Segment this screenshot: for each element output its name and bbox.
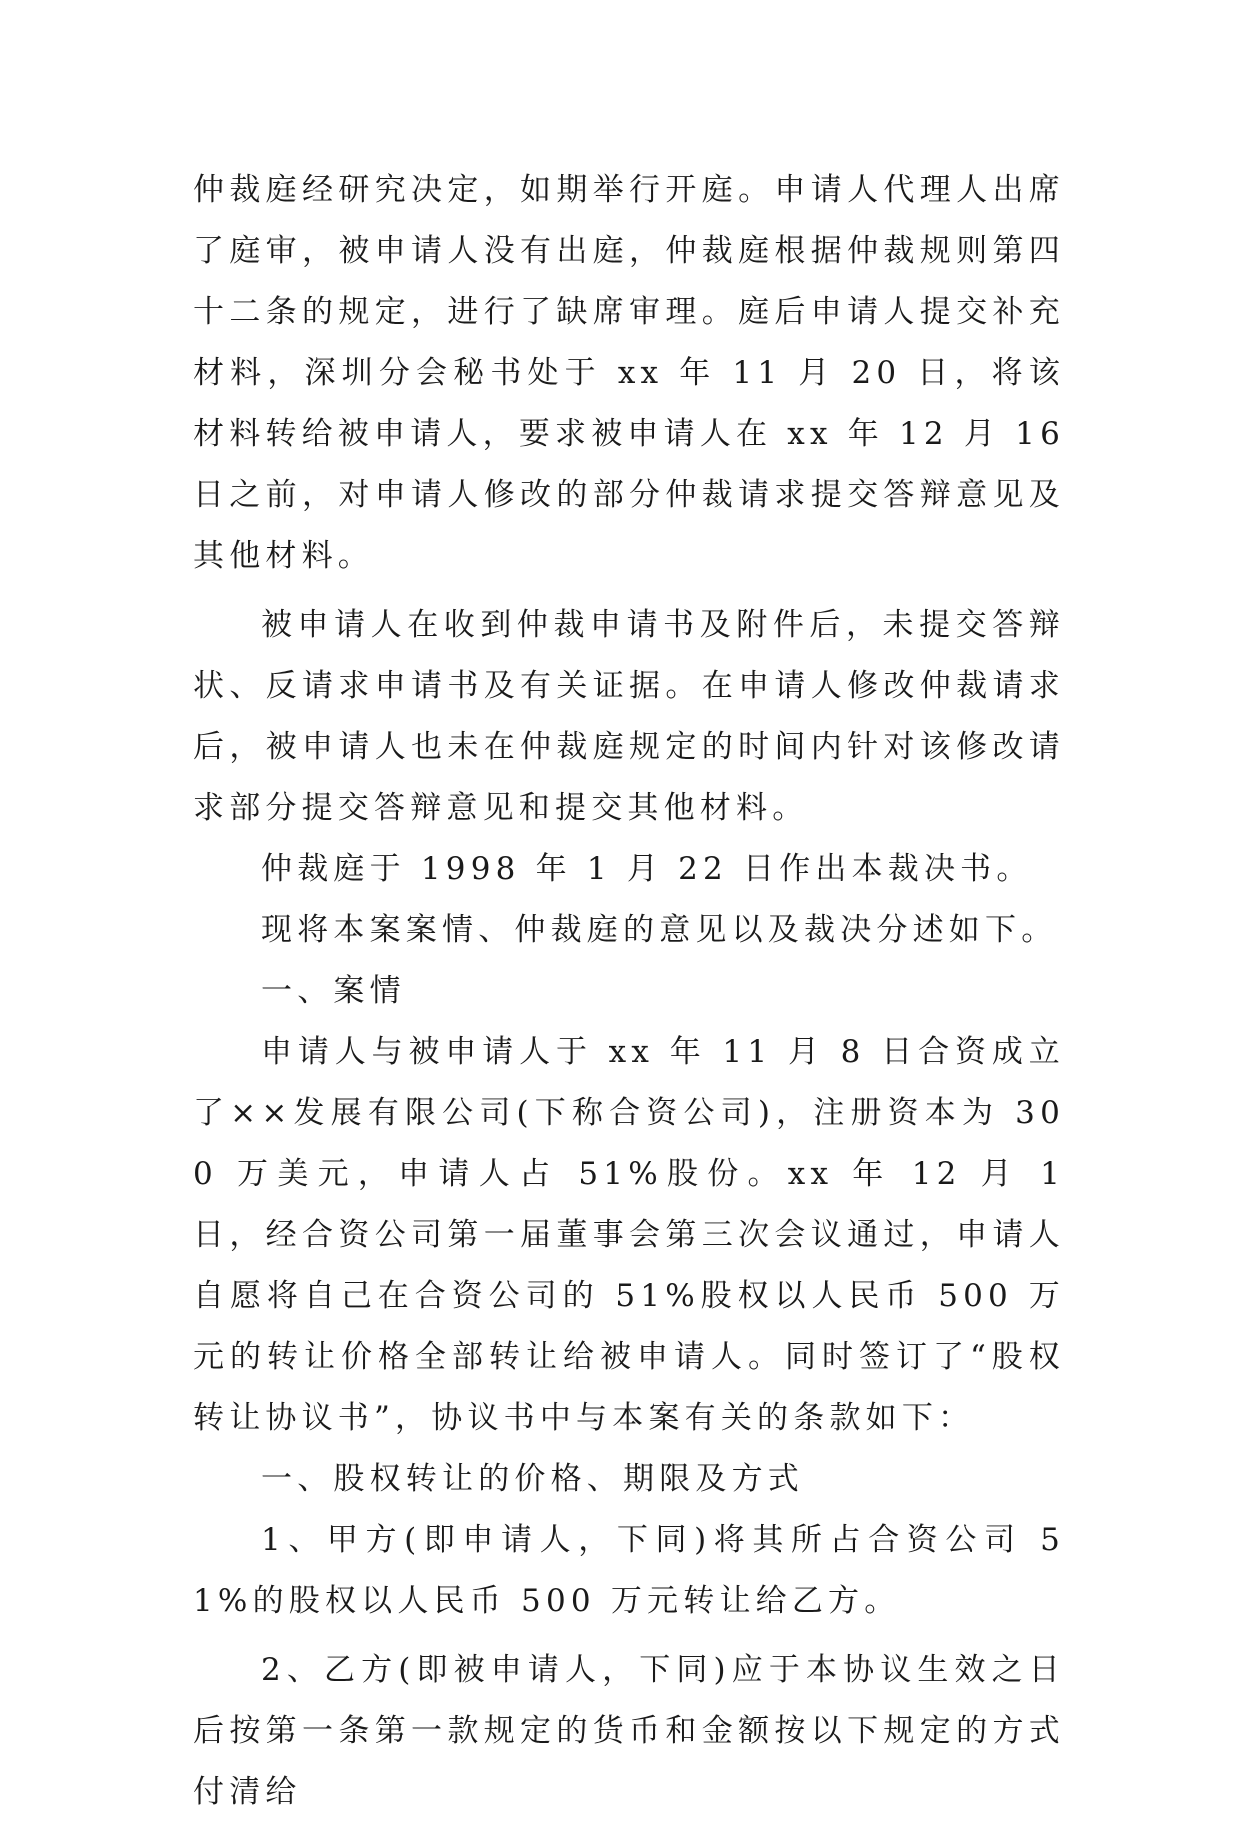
clause-item-2: 2、乙方(即被申请人，下同)应于本协议生效之日后按第一条第一款规定的货币和金额按以下规定的方式付清给 [193, 1652, 1065, 1810]
paragraph-joint-venture: 申请人与被申请人于 xx 年 11 月 8 日合资成立了××发展有限公司(下称合资公司)，注册资本为 300 万美元，申请人占 51%股份。xx 年 12 月 1 日，经合资公司第一届董事会第三次会议通过，申请人自愿将自己在合资公司的 51%股权以人民币 500 万元的转让价格全部转让给被申请人。同时签订了“股权转让协议书”，协议书中与本案有关的条款如下： [193, 1034, 1065, 1436]
paragraph-respondent-response: 被申请人在收到仲裁申请书及附件后，未提交答辩状、反请求申请书及有关证据。在申请人修改仲裁请求后，被申请人也未在仲裁庭规定的时间内针对该修改请求部分提交答辩意见和提交其他材料。 [193, 607, 1065, 826]
document-body [193, 160, 1065, 1823]
clause-heading-transfer: 一、股权转让的价格、期限及方式 [261, 1461, 804, 1497]
clause-item-1: 1、甲方(即申请人，下同)将其所占合资公司 51%的股权以人民币 500 万元转让给乙方。 [193, 1522, 1065, 1619]
paragraph-award-date: 仲裁庭于 1998 年 1 月 22 日作出本裁决书。 [261, 851, 1033, 887]
section-heading-case-facts: 一、案情 [261, 973, 406, 1009]
paragraph-hearing: 仲裁庭经研究决定，如期举行开庭。申请人代理人出席了庭审，被申请人没有出庭，仲裁庭根据仲裁规则第四十二条的规定，进行了缺席审理。庭后申请人提交补充材料，深圳分会秘书处于 xx 年 11 月 20 日，将该材料转给被申请人，要求被申请人在 xx 年 12 月 16 日之前，对申请人修改的部分仲裁请求提交答辩意见及其他材料。 [193, 172, 1065, 574]
paragraph-intro: 现将本案案情、仲裁庭的意见以及裁决分述如下。 [261, 912, 1058, 948]
